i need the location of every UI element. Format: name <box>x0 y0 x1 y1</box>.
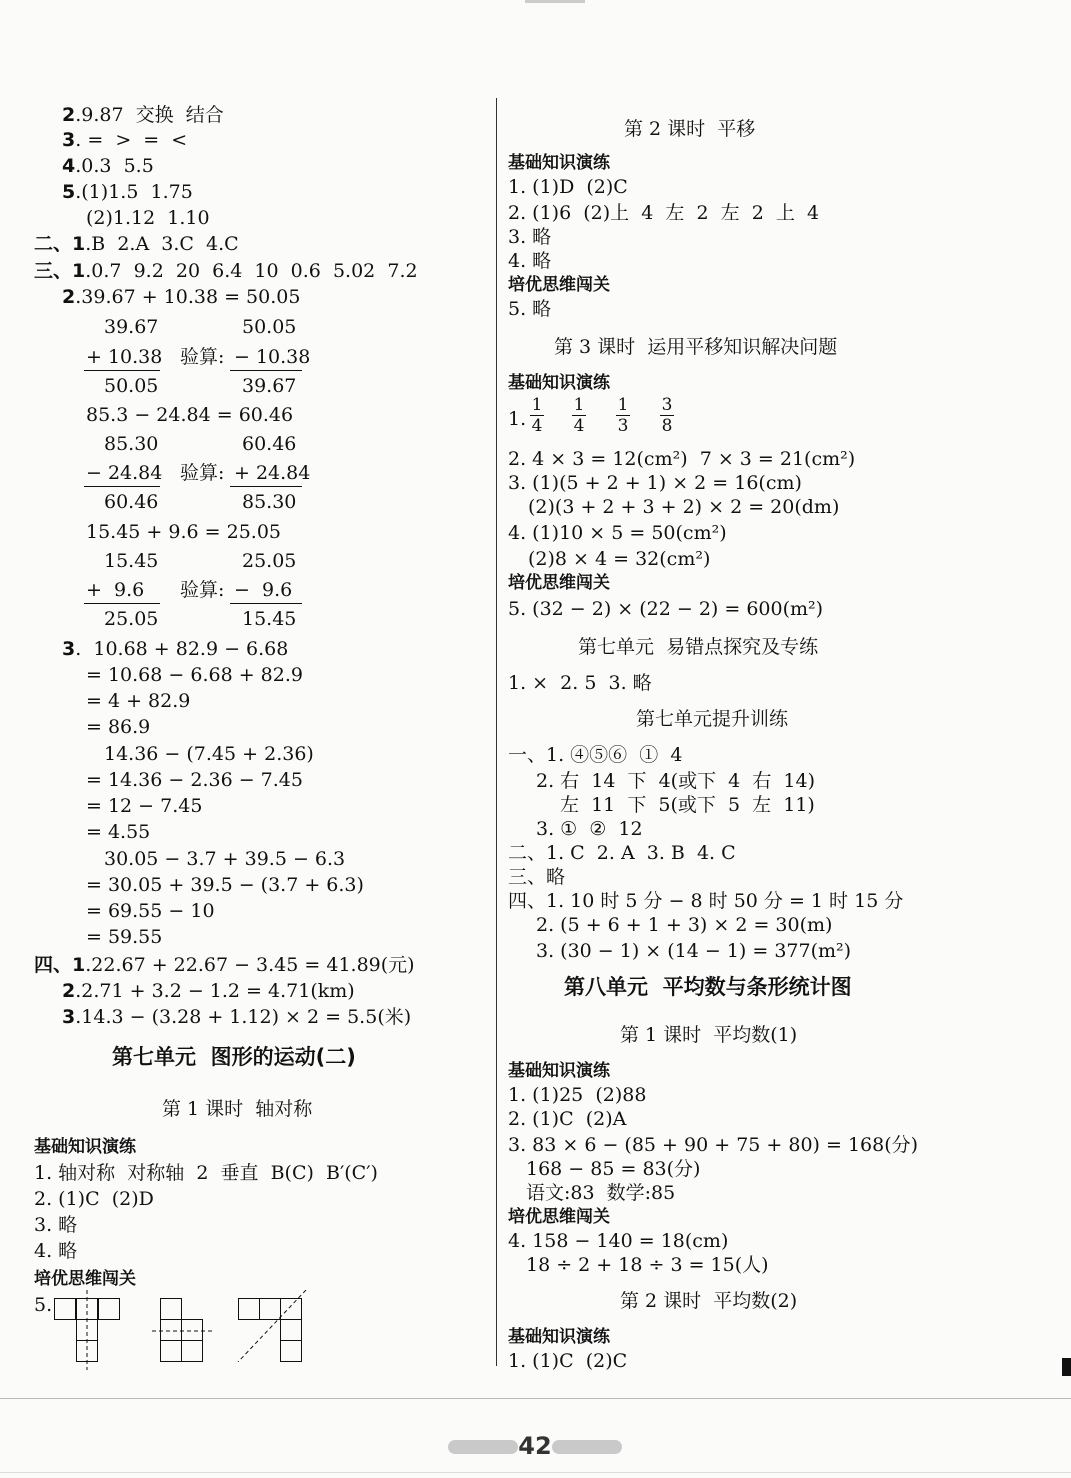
answer-line: 一、1. ④⑤⑥ ① 4 <box>508 744 683 766</box>
answer-line: 2. 4 × 3 = 12(cm²) 7 × 3 = 21(cm²) <box>508 448 856 470</box>
answer-line: 15.45 + 9.6 = 25.05 <box>86 521 282 543</box>
answer-line: 4. 158 − 140 = 18(cm) <box>508 1230 729 1252</box>
check-label: 验算: <box>180 579 225 601</box>
answer-line: 2. (1)C (2)A <box>508 1108 627 1130</box>
lesson-title: 第 2 课时 平均数(2) <box>620 1290 798 1312</box>
answer-line: 18 ÷ 2 + 18 ÷ 3 = 15(人) <box>526 1254 769 1276</box>
answer-line: 2. (5 + 6 + 1 + 3) × 2 = 30(m) <box>536 914 833 936</box>
answer-line: 1. 轴对称 对称轴 2 垂直 B(C) B′(C′) <box>34 1162 378 1184</box>
lesson-title: 第 1 课时 平均数(1) <box>620 1024 798 1046</box>
calc-rule <box>84 486 160 487</box>
footer-rule <box>0 1398 1071 1399</box>
calc-result: 15.45 <box>242 608 297 630</box>
calc-result: 39.67 <box>242 375 297 397</box>
calc-operand: 85.30 <box>104 433 159 455</box>
answer-line: 2.2.71 + 3.2 − 1.2 = 4.71(km) <box>62 980 355 1002</box>
answer-line: = 86.9 <box>86 716 151 738</box>
answer-line: 1. (1)D (2)C <box>508 176 628 198</box>
calc-operand: − 10.38 <box>234 346 311 368</box>
page-number: 42 <box>518 1432 552 1460</box>
symmetry-figure-diagonal <box>234 1290 314 1362</box>
fraction: 1 4 <box>573 395 585 436</box>
answer-line: 5. 略 <box>508 298 552 320</box>
calc-rule <box>230 603 302 604</box>
column-divider <box>496 98 497 1366</box>
answer-line: 3. 略 <box>34 1214 78 1236</box>
section-heading: 基础知识演练 <box>34 1137 136 1157</box>
fraction: 3 8 <box>661 395 673 436</box>
answer-line: 3. 略 <box>508 226 552 248</box>
answer-line: = 4 + 82.9 <box>86 690 191 712</box>
answer-line: 14.36 − (7.45 + 2.36) <box>104 743 314 765</box>
answer-line: 二、1. C 2. A 3. B 4. C <box>508 842 736 864</box>
lesson-title: 第 1 课时 轴对称 <box>162 1098 313 1120</box>
answer-line: 4. 略 <box>508 250 552 272</box>
answer-line: 3. (30 − 1) × (14 − 1) = 377(m²) <box>536 940 852 962</box>
answer-line: 5.(1)1.5 1.75 <box>62 181 193 203</box>
answer-line: = 69.55 − 10 <box>86 900 215 922</box>
answer-line: 2. (1)6 (2)上 4 左 2 左 2 上 4 <box>508 202 820 224</box>
section-heading: 培优思维闯关 <box>508 1207 610 1227</box>
answer-line: 4. (1)10 × 5 = 50(cm²) <box>508 522 727 544</box>
calc-operand: 50.05 <box>242 316 297 338</box>
answer-line: 4.0.3 5.5 <box>62 155 154 177</box>
calc-operand: + 24.84 <box>234 462 311 484</box>
answer-line: 3. 83 × 6 − (85 + 90 + 75 + 80) = 168(分) <box>508 1134 919 1156</box>
answer-line: = 10.68 − 6.68 + 82.9 <box>86 664 303 686</box>
calc-rule <box>230 370 302 371</box>
lesson-title: 第 2 课时 平移 <box>624 118 756 140</box>
calc-operand: − 24.84 <box>86 462 163 484</box>
fraction: 1 3 <box>617 395 629 436</box>
answer-line: 3. 10.68 + 82.9 − 6.68 <box>62 638 289 660</box>
answer-line: 2. 右 14 下 4(或下 4 右 14) <box>536 770 815 792</box>
answer-line: 左 11 下 5(或下 5 左 11) <box>560 794 815 816</box>
answer-line: = 30.05 + 39.5 − (3.7 + 6.3) <box>86 874 364 896</box>
calc-rule <box>84 603 160 604</box>
answer-number: 1. <box>508 408 527 430</box>
answer-line: (2)8 × 4 = 32(cm²) <box>528 548 711 570</box>
answer-line: 3. ① ② 12 <box>536 818 643 840</box>
top-edge-mark <box>525 0 585 3</box>
answer-line: 3. = > = < <box>62 129 188 151</box>
answer-line: (2)1.12 1.10 <box>86 207 210 229</box>
calc-result: 50.05 <box>104 375 159 397</box>
answer-line: 4. 略 <box>34 1240 78 1262</box>
footer-rule <box>0 1472 1071 1473</box>
answer-line: 3. (1)(5 + 2 + 1) × 2 = 16(cm) <box>508 472 802 494</box>
fraction: 1 4 <box>531 395 543 436</box>
answer-line: 三、略 <box>508 866 566 888</box>
answer-line: = 14.36 − 2.36 − 7.45 <box>86 769 303 791</box>
answer-line: 三、1.0.7 9.2 20 6.4 10 0.6 5.02 7.2 <box>34 260 418 282</box>
answer-line: = 59.55 <box>86 926 163 948</box>
answer-line: 四、1. 10 时 5 分 − 8 时 50 分 = 1 时 15 分 <box>508 890 904 912</box>
answer-line: (2)(3 + 2 + 3 + 2) × 2 = 20(dm) <box>528 496 840 518</box>
section-heading: 基础知识演练 <box>508 1061 610 1081</box>
symmetry-figure-t-shape <box>54 1298 144 1362</box>
answer-line: 1. × 2. 5 3. 略 <box>508 672 652 694</box>
answer-line: 二、1.B 2.A 3.C 4.C <box>34 233 239 255</box>
symmetry-figure-grid <box>152 1298 222 1362</box>
calc-operand: 25.05 <box>242 550 297 572</box>
lesson-title: 第 3 课时 运用平移知识解决问题 <box>554 336 838 358</box>
lesson-title: 第七单元提升训练 <box>636 708 789 730</box>
calc-operand: − 9.6 <box>234 579 293 601</box>
edge-mark <box>1062 1358 1071 1376</box>
section-heading: 基础知识演练 <box>508 153 610 173</box>
check-label: 验算: <box>180 462 225 484</box>
calc-operand: + 10.38 <box>86 346 163 368</box>
calc-result: 85.30 <box>242 491 297 513</box>
answer-line: = 4.55 <box>86 821 151 843</box>
answer-line: 四、1.22.67 + 22.67 − 3.45 = 41.89(元) <box>34 954 415 976</box>
section-heading: 培优思维闯关 <box>34 1269 136 1289</box>
calc-operand: 60.46 <box>242 433 297 455</box>
unit-title: 第八单元 平均数与条形统计图 <box>564 975 852 999</box>
answer-line: 2.39.67 + 10.38 = 50.05 <box>62 286 301 308</box>
answer-line: 30.05 − 3.7 + 39.5 − 6.3 <box>104 848 346 870</box>
lesson-title: 第七单元 易错点探究及专练 <box>578 636 819 658</box>
section-heading: 培优思维闯关 <box>508 573 610 593</box>
answer-line: 5. (32 − 2) × (22 − 2) = 600(m²) <box>508 598 824 620</box>
answer-line: 语文:83 数学:85 <box>526 1182 676 1204</box>
section-heading: 基础知识演练 <box>508 373 610 393</box>
unit-title: 第七单元 图形的运动(二) <box>112 1045 356 1069</box>
answer-line: 2.9.87 交换 结合 <box>62 104 224 126</box>
calc-result: 60.46 <box>104 491 159 513</box>
answer-line: 85.3 − 24.84 = 60.46 <box>86 404 294 426</box>
answer-line: 3.14.3 − (3.28 + 1.12) × 2 = 5.5(米) <box>62 1006 412 1028</box>
calc-rule <box>84 370 160 371</box>
section-heading: 基础知识演练 <box>508 1327 610 1347</box>
answer-line: 2. (1)C (2)D <box>34 1188 154 1210</box>
calc-operand: 15.45 <box>104 550 159 572</box>
answer-line: = 12 − 7.45 <box>86 795 203 817</box>
calc-operand: + 9.6 <box>86 579 145 601</box>
calc-rule <box>230 486 302 487</box>
answer-line: 1. (1)25 (2)88 <box>508 1084 647 1106</box>
answer-line: 1. (1)C (2)C <box>508 1350 628 1372</box>
calc-operand: 39.67 <box>104 316 159 338</box>
answer-line: 168 − 85 = 83(分) <box>526 1158 701 1180</box>
answer-line: 5. <box>34 1294 53 1316</box>
check-label: 验算: <box>180 346 225 368</box>
calc-result: 25.05 <box>104 608 159 630</box>
section-heading: 培优思维闯关 <box>508 275 610 295</box>
